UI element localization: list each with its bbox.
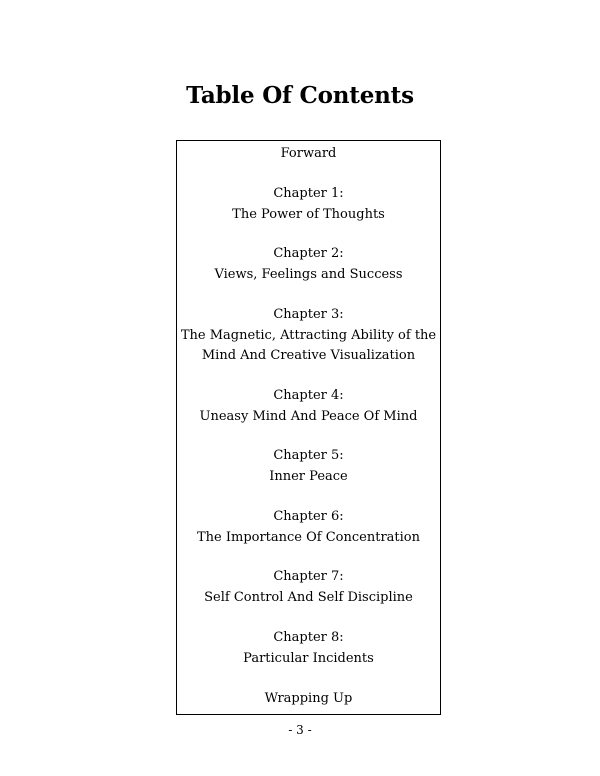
toc-item-label: Wrapping Up [264, 691, 353, 706]
toc-item-chapter-8[interactable] [177, 628, 440, 669]
table-of-contents [176, 140, 441, 715]
toc-item-wrapping-up[interactable] [177, 689, 440, 710]
chapter-label: Chapter 3: [273, 307, 344, 322]
chapter-label: Chapter 1: [273, 186, 344, 201]
chapter-label: Chapter 7: [273, 569, 344, 584]
toc-item-forward[interactable] [177, 144, 440, 165]
page-title: Table Of Contents [186, 82, 414, 109]
chapter-label: Chapter 2: [273, 246, 344, 261]
chapter-label: Chapter 6: [273, 509, 344, 524]
toc-item-chapter-3[interactable] [177, 305, 440, 367]
page-number: - 3 - [288, 723, 312, 737]
chapter-title: Mind And Creative Visualization [201, 348, 416, 363]
chapter-label: Chapter 8: [273, 630, 344, 645]
toc-item-chapter-5[interactable] [177, 446, 440, 487]
toc-item-chapter-4[interactable] [177, 386, 440, 427]
chapter-title: Uneasy Mind And Peace Of Mind [199, 408, 418, 424]
toc-item-chapter-7[interactable] [177, 567, 440, 608]
chapter-title: Views, Feelings and Success [214, 266, 403, 282]
chapter-title: Particular Incidents [243, 650, 374, 666]
chapter-title: Inner Peace [269, 468, 348, 484]
toc-item-chapter-1[interactable] [177, 184, 440, 225]
toc-item-chapter-6[interactable] [177, 507, 440, 548]
toc-item-chapter-2[interactable] [177, 244, 440, 285]
chapter-title: The Magnetic, Attracting Ability of the [180, 327, 437, 343]
chapter-label: Chapter 4: [273, 388, 344, 403]
chapter-title: Self Control And Self Discipline [204, 589, 413, 605]
chapter-title: The Importance Of Concentration [196, 529, 420, 545]
toc-item-label: Forward [280, 146, 337, 161]
chapter-label: Chapter 5: [273, 448, 344, 463]
chapter-title: The Power of Thoughts [232, 206, 385, 222]
